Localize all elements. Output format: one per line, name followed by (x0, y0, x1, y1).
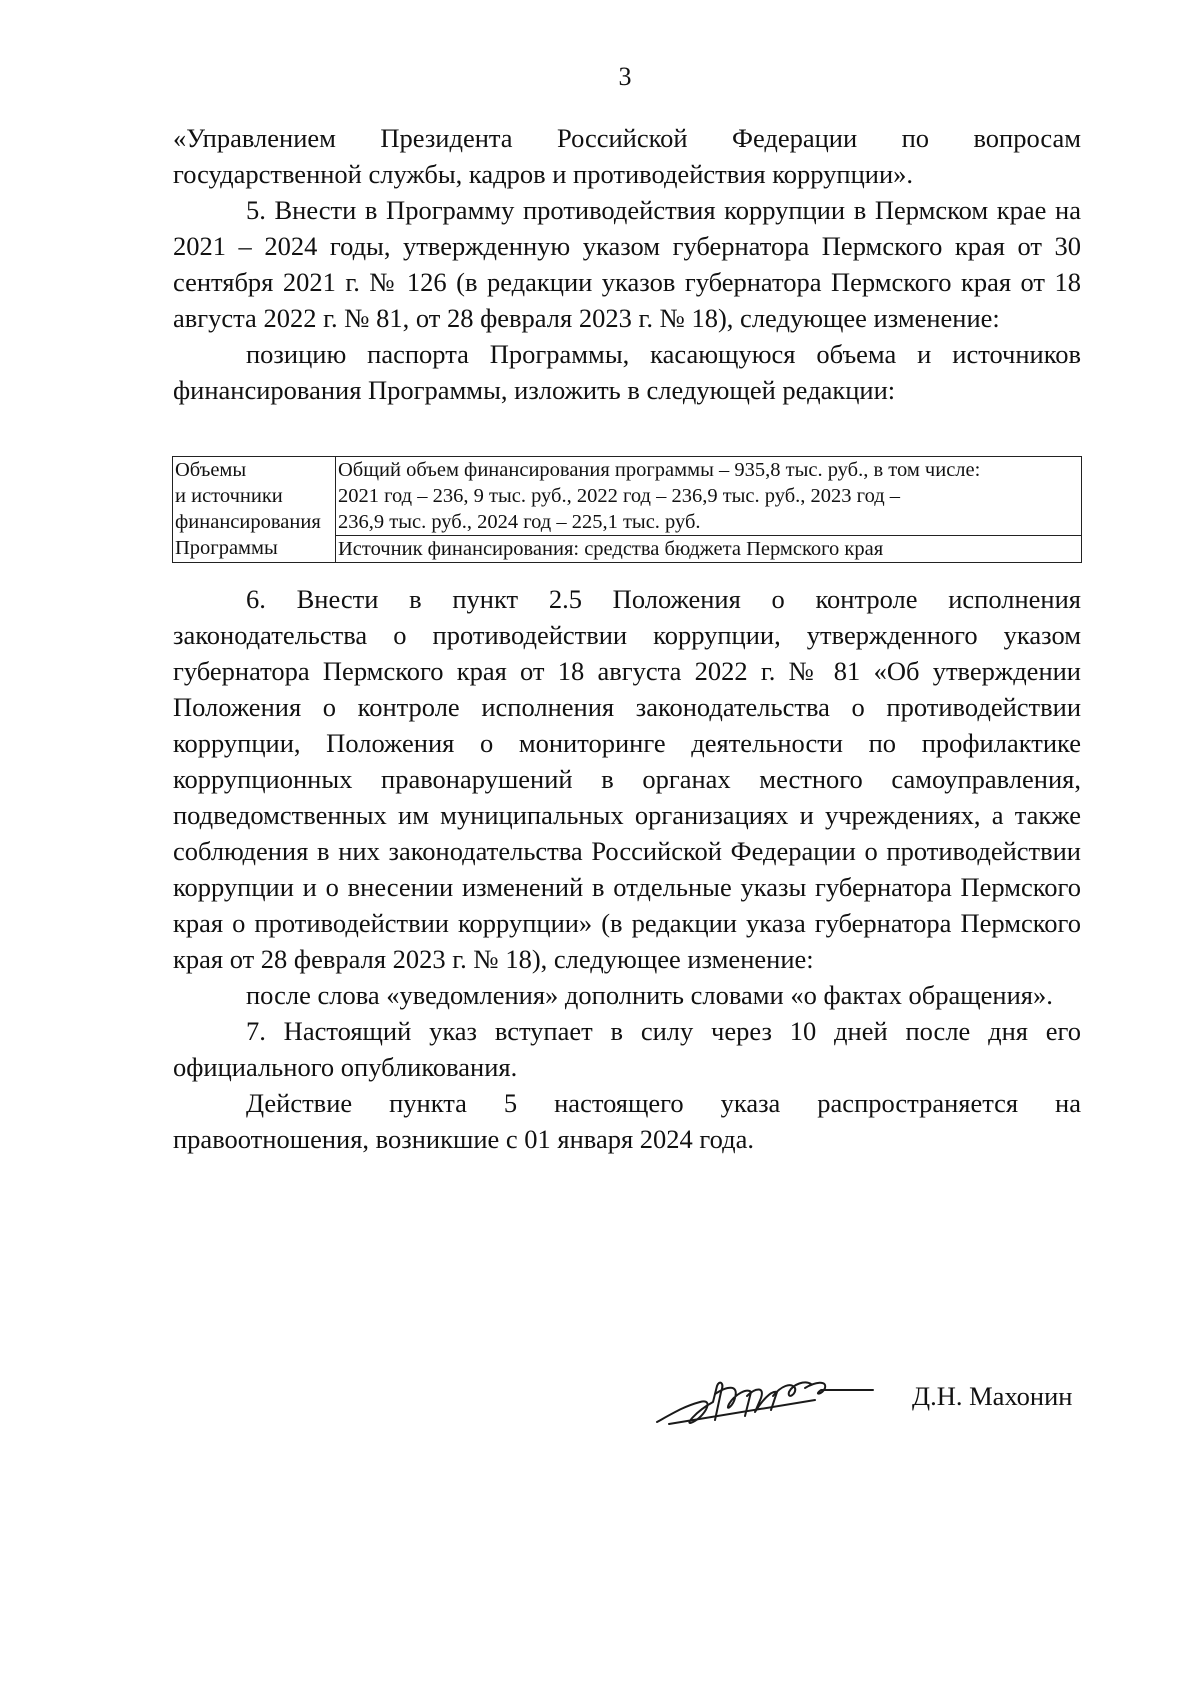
item-6-paragraph: 6. Внести в пункт 2.5 Положения о контроле исполнения законодательства о противодействии коррупции, утвержденного указом губернатора Пермского края от 18 августа 2022 г. № 81 «Об утверждении Положения о контроле исполнения законодательства о противодействии коррупции, Положения о мониторинге деятельности по профилактике коррупционных правонарушений в органах местного самоуправления, подведомственных им муниципальных организациях и учреждениях, а также соблюдения в них законодательства Российской Федерации о противодействии коррупции и о внесении изменений в отдельные указы губернатора Пермского края о противодействии коррупции» (в редакции указа губернатора Пермского края от 28 февраля 2023 г. № 18), следующее изменение: (173, 584, 1081, 974)
table-content-cell (336, 457, 1082, 563)
item-7-paragraph: 7. Настоящий указ вступает в силу через 10 дней после дня его официального опубликования. (173, 1016, 1081, 1082)
table-label-line: финансирования (175, 511, 321, 533)
table-row (173, 457, 1082, 563)
table-label-line: и источники (175, 485, 283, 507)
table-source-line: Источник финансирования: средства бюджета Пермского края (336, 535, 1081, 562)
table-content-line: Общий объем финансирования программы – 935,8 тыс. руб., в том числе: (338, 459, 981, 481)
program-funding-table (172, 456, 1082, 563)
body-section-top (173, 120, 1081, 408)
item-7-extra-paragraph: Действие пункта 5 настоящего указа распространяется на правоотношения, возникшие с 01 января 2024 года. (173, 1088, 1081, 1154)
body-section-bottom (173, 581, 1081, 1157)
page-number: 3 (618, 62, 632, 91)
signer-name: Д.Н. Махонин (912, 1381, 1073, 1411)
table-content-line: 2021 год – 236, 9 тыс. руб., 2022 год – 236,9 тыс. руб., 2023 год – (338, 485, 901, 507)
table-label-cell (173, 457, 336, 563)
item-5-change-paragraph: позицию паспорта Программы, касающуюся объема и источников финансирования Программы, изложить в следующей редакции: (173, 339, 1081, 405)
item-6-change-paragraph: после слова «уведомления» дополнить словами «о фактах обращения». (246, 980, 1053, 1010)
table-label-line: Программы (175, 537, 278, 559)
item-5-paragraph: 5. Внести в Программу противодействия коррупции в Пермском крае на 2021 – 2024 годы, утвержденную указом губернатора Пермского края от 30 сентября 2021 г. № 126 (в редакции указов губернатора Пермского края от 18 августа 2022 г. № 81, от 28 февраля 2023 г. № 18), следующее изменение: (173, 195, 1081, 333)
table-content-line: 236,9 тыс. руб., 2024 год – 225,1 тыс. руб. (338, 511, 701, 533)
continuation-paragraph: «Управлением Президента Российской Федерации по вопросам государственной службы, кадров и противодействия коррупции». (173, 123, 1081, 189)
table-label-line: Объемы (175, 459, 247, 481)
handwritten-signature (655, 1372, 875, 1432)
